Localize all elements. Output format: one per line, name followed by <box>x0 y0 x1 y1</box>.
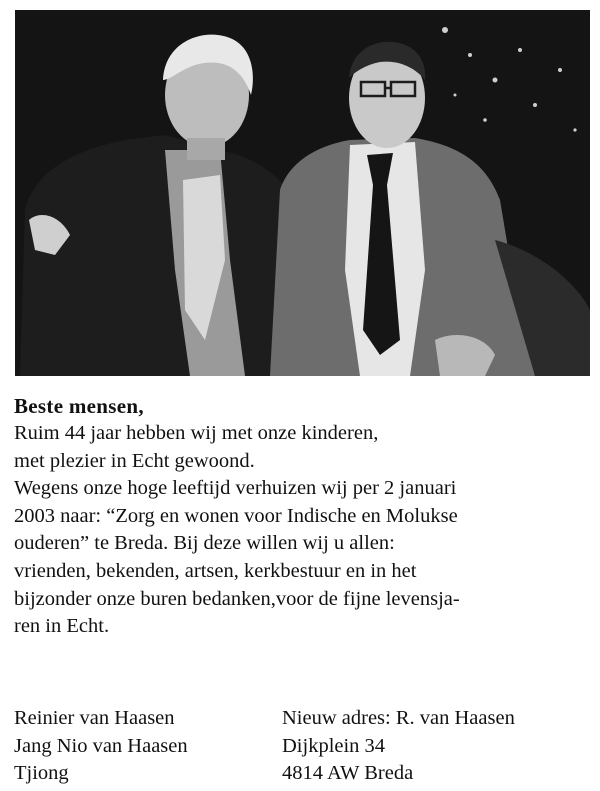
body-line: ouderen” te Breda. Bij deze willen wij u allen: <box>14 532 395 555</box>
address-line: Dijkplein 34 <box>282 734 386 757</box>
notice-footer <box>14 705 594 791</box>
new-address <box>282 705 515 788</box>
notice-text <box>14 393 594 641</box>
body-line: ren in Echt. <box>14 615 110 638</box>
body-line: 2003 naar: “Zorg en wonen voor Indische en Molukse <box>14 504 458 527</box>
body-line: vrienden, bekenden, artsen, kerkbestuur en in het <box>14 559 417 582</box>
body-line: Ruim 44 jaar hebben wij met onze kinderen, <box>14 422 379 444</box>
couple-photo <box>15 10 590 376</box>
photo-graphic <box>15 10 590 376</box>
greeting-heading: Beste mensen, <box>14 394 144 418</box>
body-line: bijzonder onze buren bedanken,voor de fijne levensja- <box>14 587 460 610</box>
signature-name: Reinier van Haasen <box>14 707 175 729</box>
body-line: met plezier in Echt gewoond. <box>14 449 255 472</box>
signature-names <box>14 705 188 788</box>
address-line: Nieuw adres: R. van Haasen <box>282 707 515 729</box>
signature-name: Jang Nio van Haasen <box>14 734 188 757</box>
address-line: 4814 AW Breda <box>282 762 414 784</box>
body-line: Wegens onze hoge leeftijd verhuizen wij per 2 januari <box>14 477 457 500</box>
signature-name: Tjiong <box>14 762 69 784</box>
